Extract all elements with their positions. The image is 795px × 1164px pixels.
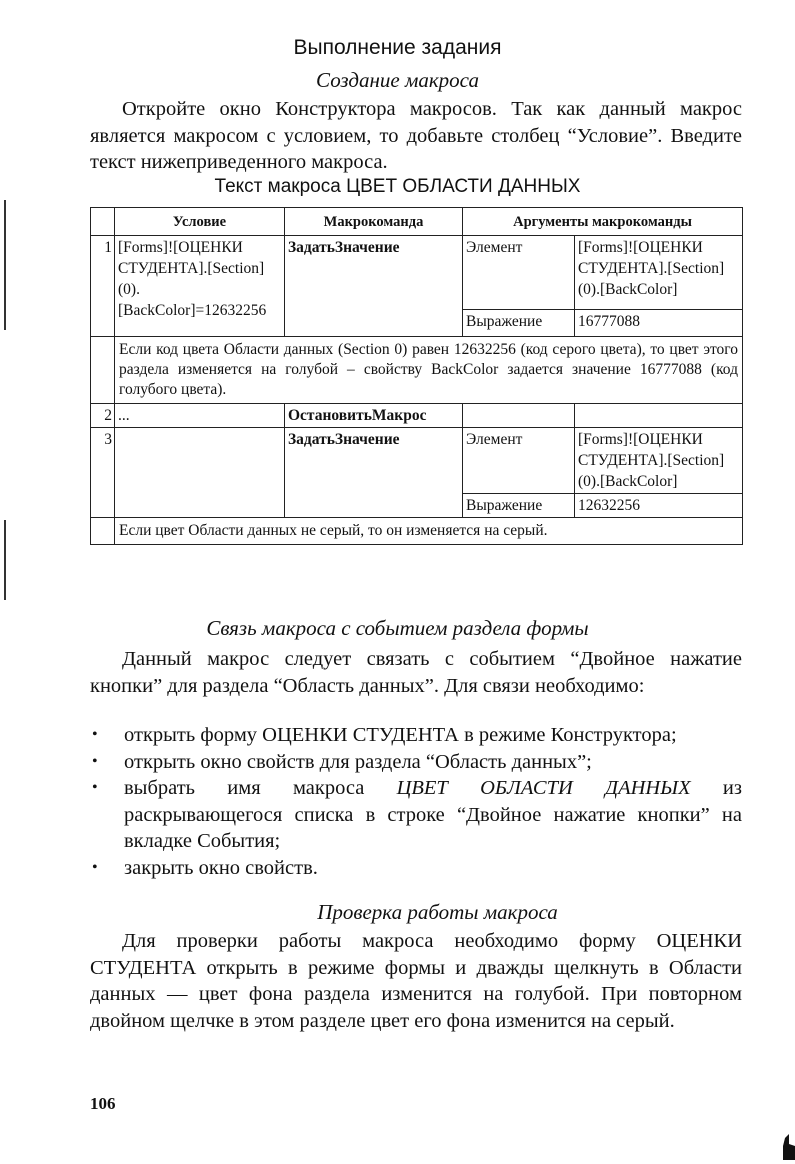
arg-value-cell: [Forms]![ОЦЕНКИ СТУДЕНТА].[Section](0).[BackColor] bbox=[575, 428, 743, 494]
list-item bbox=[90, 855, 742, 882]
condition-cell: [Forms]![ОЦЕНКИ СТУДЕНТА].[Section](0).[BackColor]=12632256 bbox=[115, 236, 285, 337]
steps-list bbox=[90, 722, 742, 881]
list-item bbox=[90, 775, 742, 855]
list-item-text: открыть форму ОЦЕНКИ СТУДЕНТА в режиме Конструктора; bbox=[124, 724, 677, 746]
arg-value-cell: [Forms]![ОЦЕНКИ СТУДЕНТА].[Section](0).[BackColor] bbox=[575, 236, 743, 310]
arg-name-cell: Выражение bbox=[463, 310, 575, 337]
section-heading-check-macro: Проверка работы макроса bbox=[317, 900, 558, 924]
table-note-row bbox=[91, 337, 743, 404]
section-heading-create-macro: Создание макроса bbox=[316, 68, 479, 92]
table-caption: Текст макроса ЦВЕТ ОБЛАСТИ ДАННЫХ bbox=[214, 176, 581, 197]
header-condition: Условие bbox=[115, 208, 285, 236]
section-heading-link-event: Связь макроса с событием раздела формы bbox=[206, 616, 589, 640]
bullet-icon: • bbox=[92, 726, 98, 743]
list-item-text-post: из раскрывающегося списка в строке “Двойное нажатие кнопки” на вкладке События; bbox=[124, 777, 742, 852]
arg-name-cell: Выражение bbox=[463, 494, 575, 518]
empty-cell bbox=[575, 404, 743, 428]
list-item bbox=[90, 749, 742, 776]
arg-name-cell: Элемент bbox=[463, 236, 575, 310]
table-row bbox=[91, 428, 743, 494]
note-cell: Если цвет Области данных не серый, то он изменяется на серый. bbox=[115, 518, 743, 545]
row-number: 1 bbox=[91, 236, 115, 337]
empty-cell bbox=[91, 518, 115, 545]
empty-cell bbox=[91, 337, 115, 404]
scan-margin-line bbox=[4, 520, 6, 600]
list-item-text-pre: выбрать имя макроса bbox=[124, 777, 397, 799]
condition-cell bbox=[115, 428, 285, 518]
empty-cell bbox=[463, 404, 575, 428]
arg-value-cell: 16777088 bbox=[575, 310, 743, 337]
action-cell: ОстановитьМакрос bbox=[285, 404, 463, 428]
bullet-icon: • bbox=[92, 858, 98, 876]
table-row bbox=[91, 404, 743, 428]
action-cell: ЗадатьЗначение bbox=[285, 428, 463, 518]
action-cell: ЗадатьЗначение bbox=[285, 236, 463, 337]
table-header-row bbox=[91, 208, 743, 236]
list-item-text: открыть окно свойств для раздела “Область данных”; bbox=[124, 750, 592, 773]
row-number: 2 bbox=[91, 404, 115, 428]
macro-name-italic: ЦВЕТ ОБЛАСТИ ДАННЫХ bbox=[396, 777, 691, 799]
table-note-row bbox=[91, 518, 743, 545]
header-args: Аргументы макрокоманды bbox=[463, 208, 743, 236]
paragraph-open-designer: Откройте окно Конструктора макросов. Так как данный макрос является макросом с условием, то добавьте столбец “Условие”. Введите текст нижеприведенного макроса. bbox=[90, 98, 742, 173]
paragraph-check-macro: Для проверки работы макроса необходимо форму ОЦЕНКИ СТУДЕНТА открыть в режиме формы и дважды щелкнуть в Области данных — цвет фона раздела изменится на голубой. При повторном двойном щелчке в этом разделе цвет его фона изменится на серый. bbox=[90, 930, 742, 1032]
list-item bbox=[90, 722, 742, 749]
doc-title: Выполнение задания bbox=[293, 36, 502, 59]
bullet-icon: • bbox=[92, 779, 98, 796]
scan-margin-line bbox=[4, 200, 6, 330]
bullet-icon: • bbox=[92, 752, 98, 770]
note-cell: Если код цвета Области данных (Section 0) равен 12632256 (код серого цвета), то цвет этого раздела изменяется на голубой – свойству BackColor задается значение 16777088 (код голубого цвета). bbox=[115, 337, 743, 404]
header-num bbox=[91, 208, 115, 236]
table-row bbox=[91, 236, 743, 310]
paragraph-link-event: Данный макрос следует связать с событием “Двойное нажатие кнопки” для раздела “Область данных”. Для связи необходимо: bbox=[90, 648, 742, 697]
arg-name-cell: Элемент bbox=[463, 428, 575, 494]
list-item-text: закрыть окно свойств. bbox=[124, 856, 318, 879]
scan-corner-mark bbox=[783, 1134, 795, 1160]
macro-table bbox=[90, 207, 743, 545]
header-action: Макрокоманда bbox=[285, 208, 463, 236]
row-number: 3 bbox=[91, 428, 115, 518]
condition-cell: ... bbox=[115, 404, 285, 428]
page-number: 106 bbox=[90, 1094, 116, 1113]
arg-value-cell: 12632256 bbox=[575, 494, 743, 518]
